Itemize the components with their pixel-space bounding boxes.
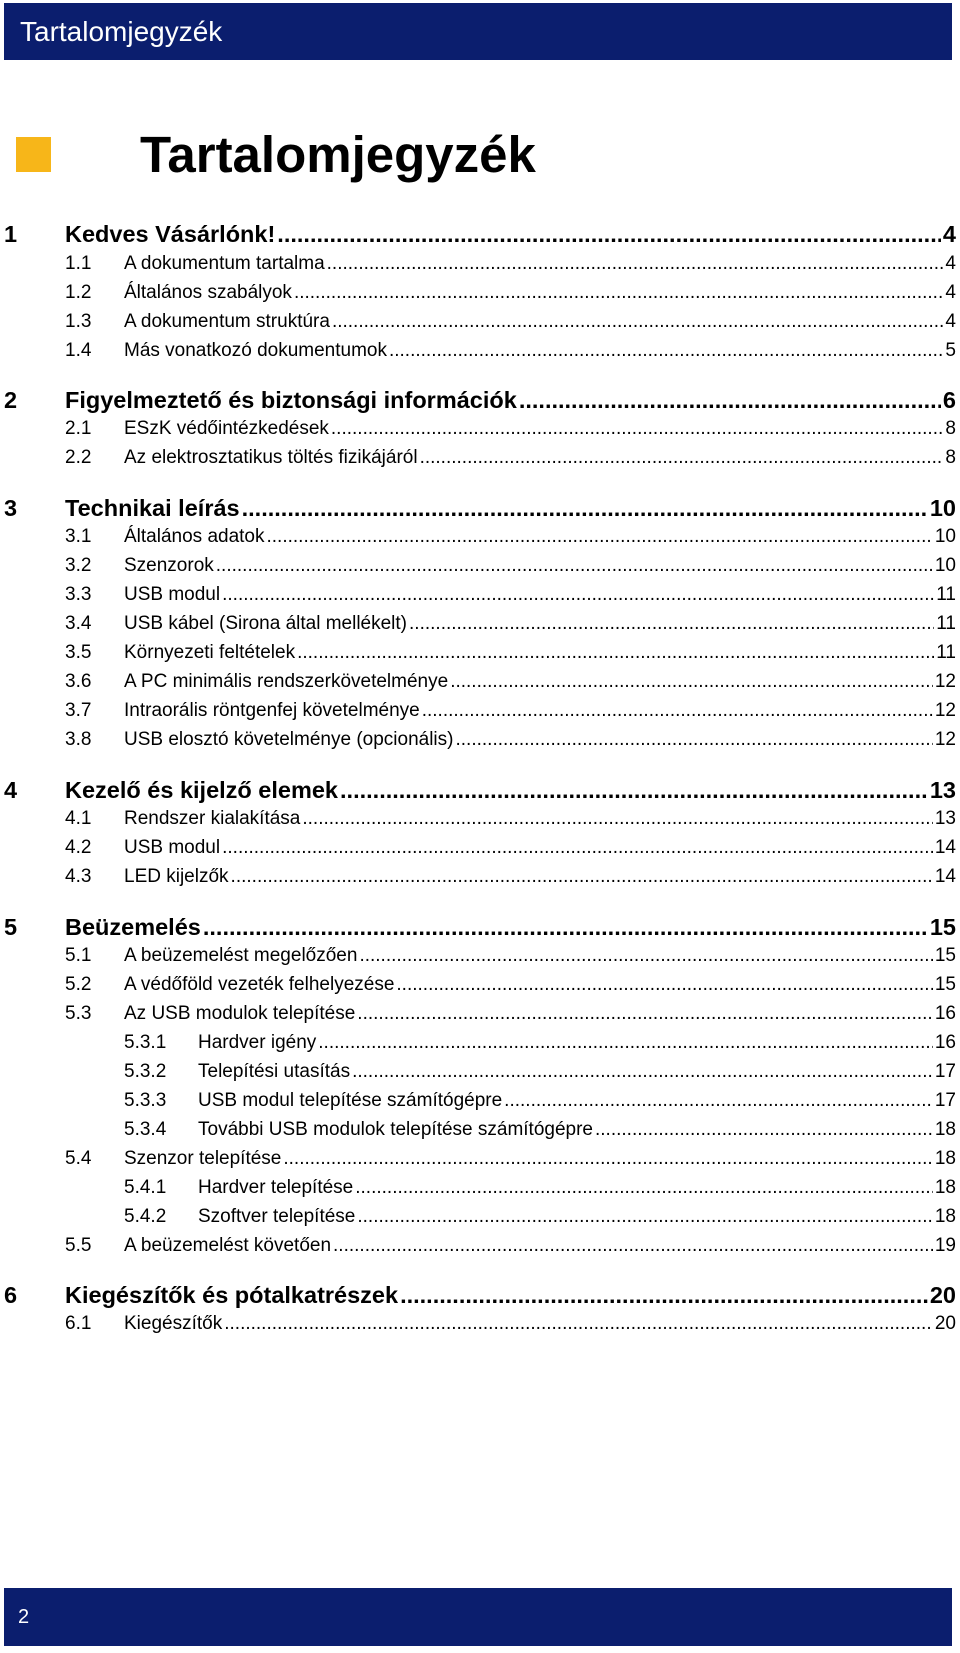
- toc-entry-title: Rendszer kialakítása: [124, 808, 301, 829]
- toc-entry-number: 4.2: [65, 837, 92, 858]
- toc-entry[interactable]: [0, 774, 960, 806]
- toc-entry[interactable]: [0, 1087, 960, 1115]
- toc-dot-leader: [302, 805, 932, 833]
- toc-entry-title: Az elektrosztatikus töltés fizikájáról: [124, 447, 418, 468]
- toc-entry-title: Kiegészítők és pótalkatrészek: [65, 1282, 399, 1308]
- toc-entry-title: Szenzor telepítése: [124, 1148, 282, 1169]
- page-number: 2: [18, 1606, 30, 1628]
- toc-entry-page: 18: [934, 1148, 956, 1169]
- toc-entry-number: 6: [4, 1282, 18, 1308]
- toc-dot-leader: [331, 415, 944, 443]
- toc-entry-title: Technikai leírás: [65, 495, 240, 521]
- toc-entry[interactable]: [0, 863, 960, 891]
- toc-entry-title: A védőföld vezeték felhelyezése: [124, 974, 395, 995]
- toc-dot-leader: [400, 1279, 928, 1311]
- toc-entry-number: 3.2: [65, 555, 92, 576]
- toc-entry-number: 3.6: [65, 671, 92, 692]
- toc-entry-page: 4: [945, 282, 956, 303]
- toc-entry-page: 16: [934, 1032, 956, 1053]
- toc-entry-title: Kiegészítők: [124, 1313, 223, 1334]
- toc-entry[interactable]: [0, 1000, 960, 1028]
- toc-entry-title: USB modul: [124, 584, 221, 605]
- toc-entry[interactable]: [0, 492, 960, 524]
- toc-entry[interactable]: [0, 1174, 960, 1202]
- toc-entry-number: 3.3: [65, 584, 92, 605]
- toc-entry-page: 11: [936, 584, 956, 605]
- toc-dot-leader: [519, 384, 941, 416]
- toc-entry-page: 10: [934, 555, 956, 576]
- toc-entry-title: A beüzemelést megelőzően: [124, 945, 358, 966]
- toc-entry-page: 4: [945, 253, 956, 274]
- toc-entry-title: USB kábel (Sirona által mellékelt): [124, 613, 408, 634]
- toc-entry-title: Hardver telepítése: [198, 1177, 354, 1198]
- toc-entry[interactable]: [0, 250, 960, 278]
- toc-entry-number: 3.5: [65, 642, 92, 663]
- toc-entry-page: 18: [934, 1119, 956, 1140]
- toc-entry-number: 3.7: [65, 700, 92, 721]
- toc-entry[interactable]: [0, 971, 960, 999]
- toc-entry[interactable]: [0, 1310, 960, 1338]
- toc-entry[interactable]: [0, 668, 960, 696]
- toc-dot-leader: [222, 834, 933, 862]
- toc-entry-number: 2: [4, 387, 18, 413]
- header-title: Tartalomjegyzék: [20, 16, 223, 47]
- toc-dot-leader: [504, 1087, 933, 1115]
- toc-entry-number: 5.3.3: [124, 1090, 167, 1111]
- toc-entry-title: A PC minimális rendszerkövetelménye: [124, 671, 449, 692]
- toc-entry-page: 19: [934, 1235, 956, 1256]
- toc-entry-title: Általános szabályok: [124, 282, 292, 303]
- toc-dot-leader: [327, 250, 944, 278]
- toc-entry-title: Hardver igény: [198, 1032, 317, 1053]
- toc-dot-leader: [352, 1058, 933, 1086]
- toc-entry-title: A dokumentum struktúra: [124, 311, 330, 332]
- toc-dot-leader: [359, 942, 932, 970]
- toc-entry[interactable]: [0, 444, 960, 472]
- toc-entry-title: Beüzemelés: [65, 914, 201, 940]
- toc-dot-leader: [357, 1203, 932, 1231]
- toc-entry-number: 3: [4, 495, 18, 521]
- toc-entry-page: 14: [934, 866, 956, 887]
- toc-entry-title: A dokumentum tartalma: [124, 253, 325, 274]
- toc-entry-number: 5.1: [65, 945, 92, 966]
- toc-dot-leader: [340, 774, 928, 806]
- toc-entry-number: 5.2: [65, 974, 92, 995]
- toc-entry-page: 4: [942, 221, 956, 247]
- toc-entry-page: 15: [929, 914, 956, 940]
- toc-entry-number: 5.3.1: [124, 1032, 167, 1053]
- toc-dot-leader: [277, 218, 941, 250]
- toc-entry-title: Más vonatkozó dokumentumok: [124, 340, 387, 361]
- toc-entry-number: 3.4: [65, 613, 92, 634]
- toc-entry-page: 13: [929, 777, 956, 803]
- toc-entry-number: 5.3.4: [124, 1119, 167, 1140]
- toc-entry-page: 18: [934, 1177, 956, 1198]
- toc-entry-number: 1.4: [65, 340, 92, 361]
- toc-dot-leader: [333, 1232, 933, 1260]
- toc-entry-page: 15: [934, 945, 956, 966]
- toc-entry-page: 11: [936, 642, 956, 663]
- toc-entry[interactable]: [0, 308, 960, 336]
- toc-dot-leader: [450, 668, 933, 696]
- toc-entry[interactable]: [0, 834, 960, 862]
- toc-entry-title: Intraorális röntgenfej követelménye: [124, 700, 420, 721]
- toc-entry-number: 5.4.1: [124, 1177, 167, 1198]
- toc-entry-number: 5.4.2: [124, 1206, 167, 1227]
- toc-dot-leader: [357, 1000, 933, 1028]
- toc-dot-leader: [396, 971, 932, 999]
- toc-entry-number: 3.1: [65, 526, 92, 547]
- toc-entry[interactable]: [0, 581, 960, 609]
- toc-entry-number: 1.1: [65, 253, 92, 274]
- toc-entry-page: 17: [934, 1061, 956, 1082]
- page-title: Tartalomjegyzék: [140, 126, 536, 183]
- toc-entry-page: 4: [945, 311, 956, 332]
- toc-dot-leader: [422, 697, 933, 725]
- toc-entry-number: 4.1: [65, 808, 92, 829]
- toc-entry-page: 18: [934, 1206, 956, 1227]
- toc-entry-page: 14: [934, 837, 956, 858]
- toc-entry-page: 13: [934, 808, 956, 829]
- toc-entry[interactable]: [0, 610, 960, 638]
- toc-entry-page: 12: [934, 671, 956, 692]
- toc-entry-title: USB modul: [124, 837, 221, 858]
- toc-dot-leader: [318, 1029, 933, 1057]
- toc-dot-leader: [332, 308, 943, 336]
- toc-entry[interactable]: [0, 1029, 960, 1057]
- toc-entry-number: 2.1: [65, 418, 92, 439]
- toc-dot-leader: [283, 1145, 932, 1173]
- toc-entry-page: 15: [934, 974, 956, 995]
- toc-entry[interactable]: [0, 415, 960, 443]
- toc-dot-leader: [267, 523, 933, 551]
- toc-entry[interactable]: [0, 726, 960, 754]
- toc-entry-number: 2.2: [65, 447, 92, 468]
- toc-entry-title: Kedves Vásárlónk!: [65, 221, 276, 247]
- toc-entry-number: 1.3: [65, 311, 92, 332]
- toc-entry[interactable]: [0, 942, 960, 970]
- toc-entry-number: 5.3.2: [124, 1061, 167, 1082]
- toc-entry-number: 5.4: [65, 1148, 92, 1169]
- toc-entry-number: 4.3: [65, 866, 92, 887]
- toc-entry-page: 12: [934, 729, 956, 750]
- toc-entry-title: Szenzorok: [124, 555, 214, 576]
- toc-entry[interactable]: [0, 523, 960, 551]
- toc-entry[interactable]: [0, 218, 960, 250]
- toc-entry[interactable]: [0, 639, 960, 667]
- toc-entry-number: 5.5: [65, 1235, 92, 1256]
- toc-entry-title: Kezelő és kijelző elemek: [65, 777, 339, 803]
- toc-dot-leader: [224, 1310, 933, 1338]
- toc-entry[interactable]: [0, 384, 960, 416]
- toc-entry-title: Általános adatok: [124, 526, 265, 547]
- toc-entry-page: 12: [934, 700, 956, 721]
- toc-entry-number: 5.3: [65, 1003, 92, 1024]
- toc-entry-page: 20: [929, 1282, 956, 1308]
- toc-entry-page: 10: [934, 526, 956, 547]
- toc-dot-leader: [409, 610, 934, 638]
- toc-dot-leader: [203, 911, 928, 943]
- toc-dot-leader: [420, 444, 944, 472]
- toc-entry-number: 1: [4, 221, 18, 247]
- toc-entry[interactable]: [0, 1203, 960, 1231]
- toc-entry-title: USB elosztó követelménye (opcionális): [124, 729, 454, 750]
- toc-entry-page: 16: [934, 1003, 956, 1024]
- toc-dot-leader: [222, 581, 934, 609]
- toc-entry-title: Környezeti feltételek: [124, 642, 296, 663]
- toc-entry-title: További USB modulok telepítése számítógépre: [198, 1119, 593, 1140]
- toc-entry-page: 10: [929, 495, 956, 521]
- toc-entry[interactable]: [0, 1058, 960, 1086]
- toc-entry[interactable]: [0, 279, 960, 307]
- toc-entry-page: 5: [945, 340, 956, 361]
- toc-entry-number: 5: [4, 914, 18, 940]
- toc-dot-leader: [595, 1116, 933, 1144]
- toc-dot-leader: [294, 279, 943, 307]
- toc-entry-number: 3.8: [65, 729, 92, 750]
- toc-entry-page: 11: [936, 613, 956, 634]
- toc-entry[interactable]: [0, 552, 960, 580]
- toc-entry[interactable]: [0, 805, 960, 833]
- toc-entry-title: Telepítési utasítás: [198, 1061, 351, 1082]
- toc-entry-title: ESzK védőintézkedések: [124, 418, 329, 439]
- toc-entry[interactable]: [0, 1116, 960, 1144]
- footer-bar: [4, 1588, 952, 1646]
- toc-dot-leader: [231, 863, 933, 891]
- toc-entry-page: 20: [934, 1313, 956, 1334]
- toc-entry[interactable]: [0, 697, 960, 725]
- toc-dot-leader: [456, 726, 933, 754]
- toc-entry-number: 1.2: [65, 282, 92, 303]
- toc-entry-title: Az USB modulok telepítése: [124, 1003, 356, 1024]
- toc-entry[interactable]: [0, 1232, 960, 1260]
- toc-entry-title: Szoftver telepítése: [198, 1206, 356, 1227]
- toc-entry-title: USB modul telepítése számítógépre: [198, 1090, 503, 1111]
- toc-entry-title: LED kijelzők: [124, 866, 229, 887]
- toc-entry-page: 8: [945, 418, 956, 439]
- toc-dot-leader: [216, 552, 933, 580]
- toc-dot-leader: [297, 639, 934, 667]
- toc-entry[interactable]: [0, 1279, 960, 1311]
- toc-entry[interactable]: [0, 337, 960, 365]
- toc-entry-page: 8: [945, 447, 956, 468]
- toc-dot-leader: [389, 337, 943, 365]
- toc-entry[interactable]: [0, 911, 960, 943]
- toc-entry-number: 4: [4, 777, 18, 803]
- toc-entry-number: 6.1: [65, 1313, 92, 1334]
- toc-dot-leader: [355, 1174, 933, 1202]
- toc-dot-leader: [242, 492, 928, 524]
- toc-entry-title: Figyelmeztető és biztonsági információk: [65, 387, 517, 413]
- toc-entry-page: 6: [942, 387, 956, 413]
- toc-entry-page: 17: [934, 1090, 956, 1111]
- toc-entry[interactable]: [0, 1145, 960, 1173]
- toc-entry-title: A beüzemelést követően: [124, 1235, 332, 1256]
